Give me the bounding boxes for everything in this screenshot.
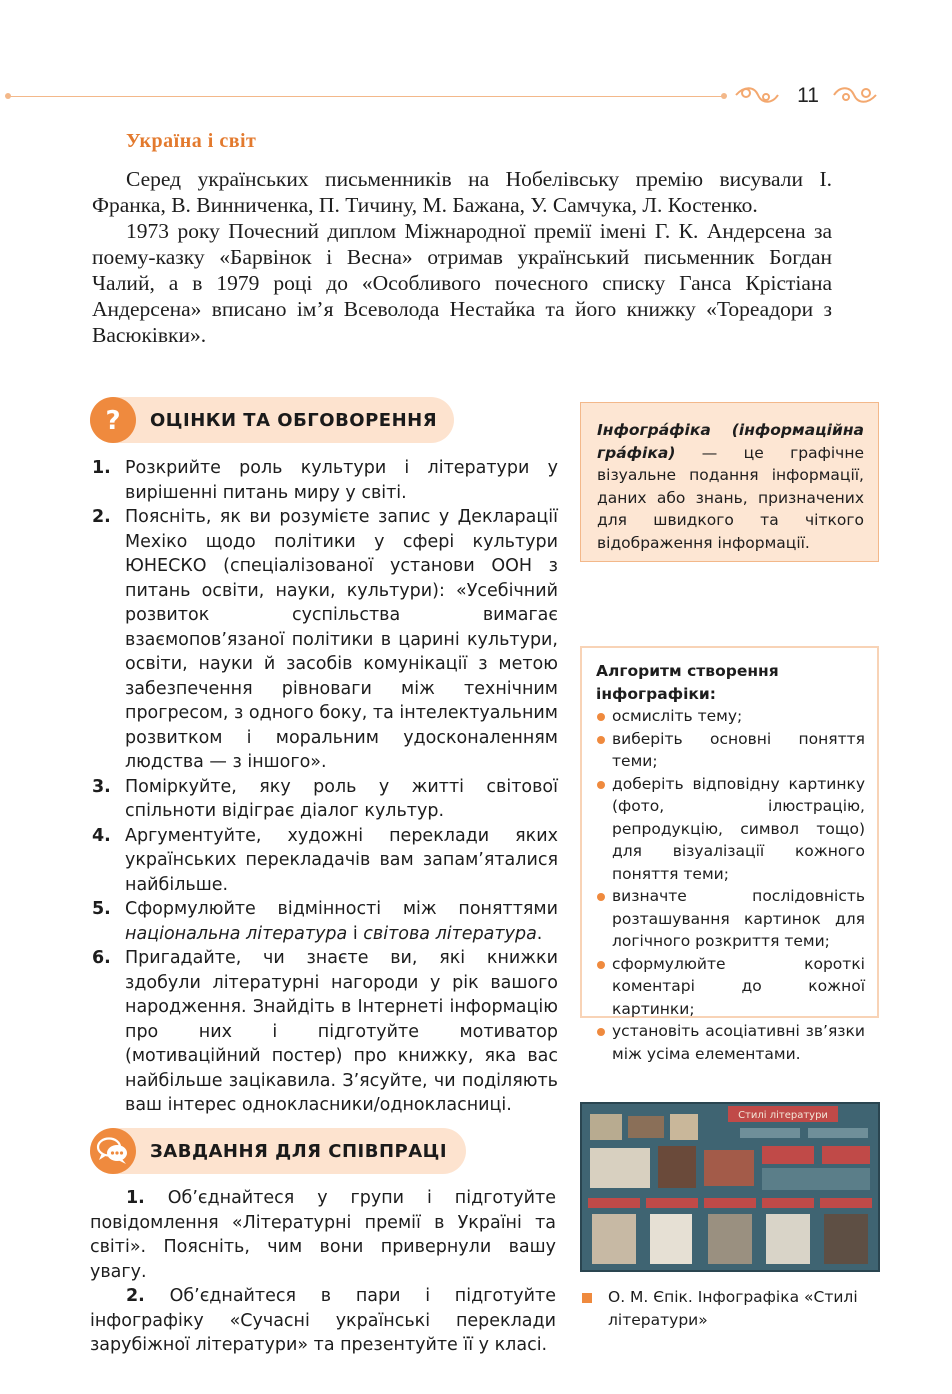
section-heading: Україна і світ xyxy=(126,130,257,152)
intro-paragraph: Серед українських письменників на Нобелівську премію висували І. Франка, В. Винниченка, П. Тичину, М. Бажана, У. Самчука, Л. Костенко. xyxy=(92,167,832,217)
italic-term: світова література xyxy=(363,923,537,944)
algorithm-title: Алгоритм створення інфографіки: xyxy=(596,662,779,703)
question-text: Аргументуйте, художні переклади яких українських перекладачів вам запам’яталися найбільше. xyxy=(125,825,558,895)
list-item: установіть асоціативні зв’язки між усіма елементами. xyxy=(596,1020,865,1065)
question-number: 5. xyxy=(92,899,111,919)
question-text: Розкрийте роль культури і літератури у вирішенні питань миру у світі. xyxy=(125,458,558,503)
question-text: Поясніть, як ви розумієте запис у Декларації Мехіко щодо політики у сфері культури ЮНЕСКО (спеціалізованої установи ООН з питань освіти, науки, культури): «Усебічний розвиток суспільства вимагає взаємопов’язаної політики в царині культури, освіти, науки й засобів комунікації з метою забезпечення рівноваги між технічним прогресом, з одного боку, та інтелектуальним розвитком і моральним удосконаленням людства — з іншого». xyxy=(125,507,558,772)
intro-paragraph: 1973 року Почесний диплом Міжнародної премії імені Г. К. Андерсена за поему-казку «Барвінок і Весна» отримав український письменник Богдан Чалий, а в 1979 році до «Особливого почесного списку Ганса Крістіана Андерсена» вписано ім’я Всеволода Нестайка та його книжку «Тореадори з Васюківки». xyxy=(92,219,832,347)
infographic-illustration xyxy=(580,1102,880,1272)
infographic-title: Стилі літератури xyxy=(738,1110,828,1121)
chat-bubbles-icon xyxy=(90,1128,136,1174)
task-number: 2. xyxy=(126,1286,145,1306)
algorithm-box xyxy=(580,646,879,1063)
question-number: 4. xyxy=(92,825,111,846)
list-item xyxy=(92,824,558,898)
task-item xyxy=(90,1186,556,1284)
caption-text: О. М. Єпік. Інфографіка «Стилі літератури» xyxy=(608,1288,858,1329)
list-item xyxy=(92,505,558,775)
question-number: 6. xyxy=(92,948,111,968)
list-item: виберіть основні поняття теми; xyxy=(596,728,865,773)
italic-term: національна література xyxy=(125,923,348,944)
ornament-left-icon xyxy=(734,84,780,106)
list-item: доберіть відповідну картинку (фото, ілюстрацію, репродукцію, символ тощо) для візуалізації кожного поняття теми; xyxy=(596,773,865,886)
assessment-heading xyxy=(90,397,454,443)
question-number: 1. xyxy=(92,458,111,478)
list-item xyxy=(92,897,558,946)
list-item xyxy=(92,456,558,505)
task-item xyxy=(90,1284,556,1358)
definition-box xyxy=(580,402,879,562)
list-item: сформулюйте короткі коментарі до кожної картинки; xyxy=(596,953,865,1021)
question-text: Пригадайте, чи знаєте ви, які книжки здобули літературні нагороди у рік вашого народження. Знайдіть в Інтернеті інформацію про них і підготуйте мотиватор (мотиваційний постер) про книжку, яка вас найбільше зацікавила. З’ясуйте, чи поділяють ваш інтерес однокласники/однокласниці. xyxy=(125,948,558,1115)
collaboration-tasks xyxy=(90,1186,556,1358)
intro-text xyxy=(92,166,832,348)
header-rule xyxy=(8,96,724,97)
list-item xyxy=(92,775,558,824)
task-text: Об’єднайтеся в пари і підготуйте інфографіку «Сучасні українські переклади зарубіжної літератури» та презентуйте її у класі. xyxy=(90,1286,556,1355)
question-list xyxy=(92,456,558,1118)
assessment-title: ОЦІНКИ ТА ОБГОВОРЕННЯ xyxy=(150,410,438,431)
infographic-image xyxy=(580,1102,880,1272)
list-item xyxy=(92,946,558,1118)
ornament-right-icon xyxy=(832,84,878,106)
list-item: визначте послідовність розташування картинок для логічного розкриття теми; xyxy=(596,885,865,953)
page-number: 11 xyxy=(797,84,819,107)
task-number: 1. xyxy=(126,1188,145,1208)
question-text: Поміркуйте, яку роль у житті світової спільноти відіграє діалог культур. xyxy=(125,776,558,821)
question-icon xyxy=(90,397,136,443)
list-item: осмисліть тему; xyxy=(596,705,865,728)
question-text: . xyxy=(536,923,543,944)
collaboration-heading xyxy=(90,1128,466,1174)
question-number: 2. xyxy=(92,507,111,527)
question-text: і xyxy=(347,923,364,944)
question-number: 3. xyxy=(92,776,111,797)
definition-term: Інфогра́фіка (інформаційна гра́фіка) xyxy=(597,421,864,462)
algorithm-steps xyxy=(596,705,865,1065)
question-text: Сформулюйте відмінності між поняттями xyxy=(125,899,558,919)
caption-marker-icon xyxy=(582,1293,592,1303)
task-text: Об’єднайтеся у групи і підготуйте повідомлення «Літературні премії в Україні та світі». Поясніть, чим вони привернули вашу увагу. xyxy=(90,1188,556,1282)
definition-text: — це графічне візуальне подання інформації, даних або знань, призначених для швидкого та чіткого відображення інформації. xyxy=(597,443,864,552)
collaboration-title: ЗАВДАННЯ ДЛЯ СПІВПРАЦІ xyxy=(150,1141,448,1162)
svg-text:?: ? xyxy=(105,406,121,435)
